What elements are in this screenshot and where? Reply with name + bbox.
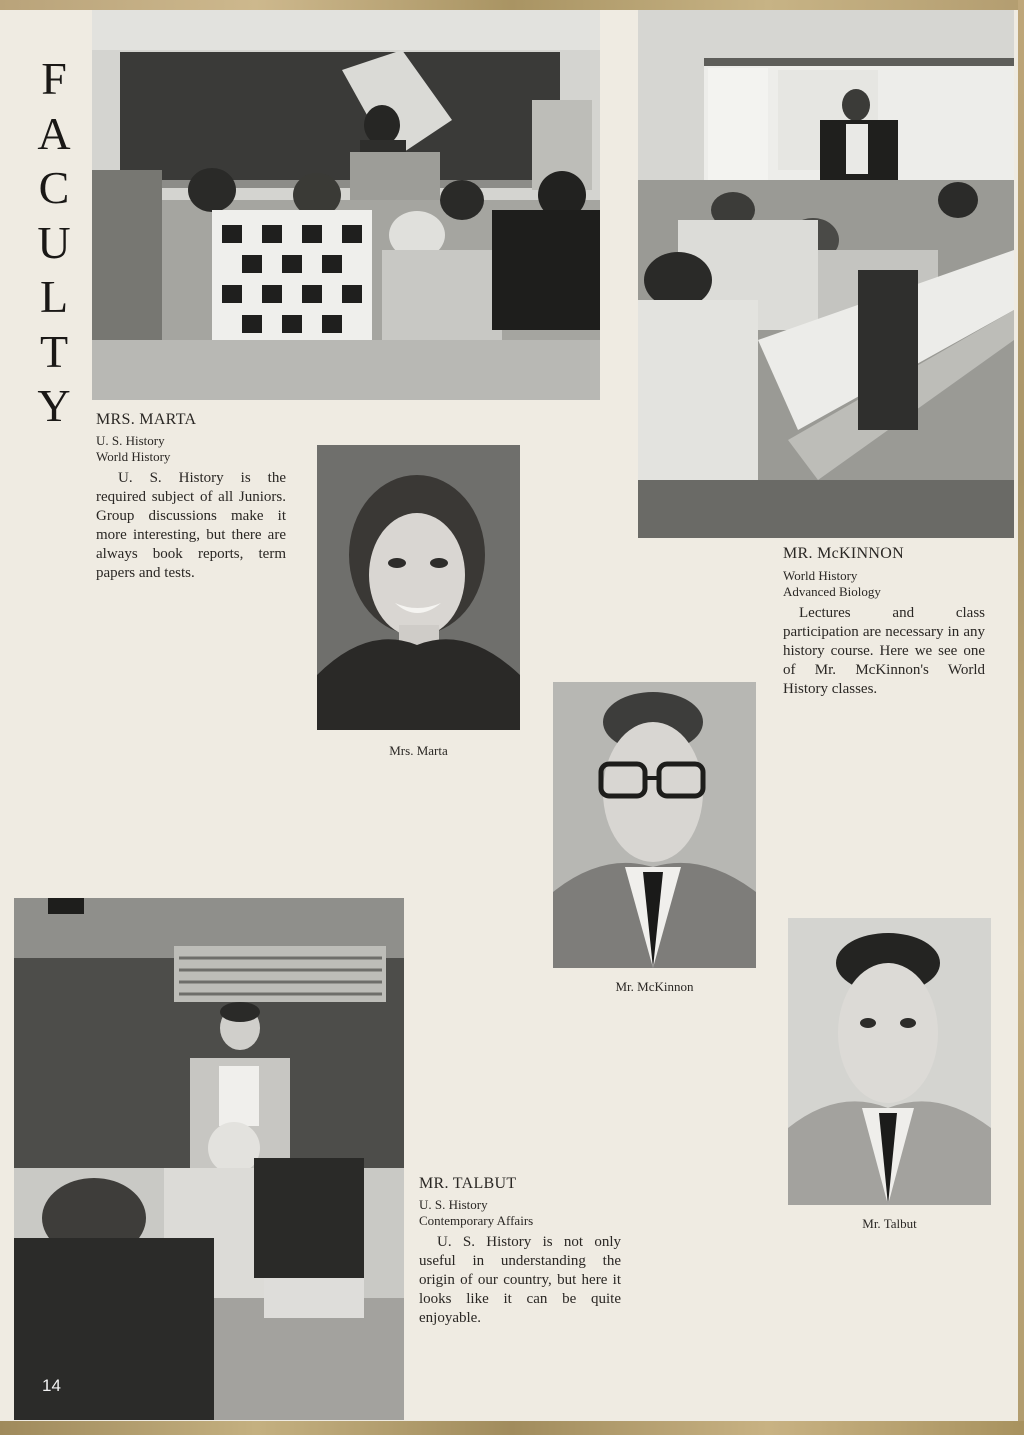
mckinnon-subject-2: Advanced Biology xyxy=(783,584,881,599)
section-title-letter: C xyxy=(38,162,70,213)
mckinnon-portrait-photo xyxy=(553,682,756,968)
talbut-description: U. S. History is not only useful in understanding the origin of our country, but here it looks like it can be quite enjoyable. xyxy=(419,1234,621,1326)
section-title-letter: Y xyxy=(37,380,71,431)
marta-portrait-caption: Mrs. Marta xyxy=(389,743,448,758)
mckinnon-name-heading: MR. McKINNON xyxy=(783,545,904,562)
page-edge-bottom xyxy=(0,1421,1024,1435)
page-number: 14 xyxy=(42,1376,61,1395)
marta-name-heading: MRS. MARTA xyxy=(96,411,197,428)
mckinnon-subject-1: World History xyxy=(783,568,858,583)
mckinnon-classroom-photo xyxy=(638,10,1014,538)
section-title-letter: F xyxy=(41,53,67,104)
page-edge-right xyxy=(1018,0,1024,1435)
talbut-portrait-caption: Mr. Talbut xyxy=(862,1216,917,1231)
marta-classroom-photo xyxy=(92,10,600,400)
talbut-subject-1: U. S. History xyxy=(419,1197,488,1212)
talbut-name-heading: MR. TALBUT xyxy=(419,1175,517,1192)
section-title-letter: L xyxy=(39,271,69,322)
section-title-letter: T xyxy=(39,325,69,377)
mckinnon-description: Lectures and class participation are necessary in any history course. Here we see one of Mr. McKinnon's World History classes. xyxy=(783,605,985,697)
page-edge-top xyxy=(0,0,1024,10)
talbut-classroom-photo xyxy=(14,898,404,1420)
talbut-subject-2: Contemporary Affairs xyxy=(419,1213,534,1228)
section-title xyxy=(32,52,76,434)
section-title-letter: U xyxy=(37,216,71,268)
marta-description: U. S. History is the required subject of all Juniors. Group discussions make it more interesting, but there are always book reports, term papers and tests. xyxy=(96,470,286,581)
section-title-letter: A xyxy=(37,107,71,159)
mckinnon-portrait-caption: Mr. McKinnon xyxy=(615,979,694,994)
marta-portrait-photo xyxy=(317,445,520,730)
marta-subject-1: U. S. History xyxy=(96,433,165,448)
talbut-portrait-photo xyxy=(788,918,991,1205)
marta-subject-2: World History xyxy=(96,449,171,464)
